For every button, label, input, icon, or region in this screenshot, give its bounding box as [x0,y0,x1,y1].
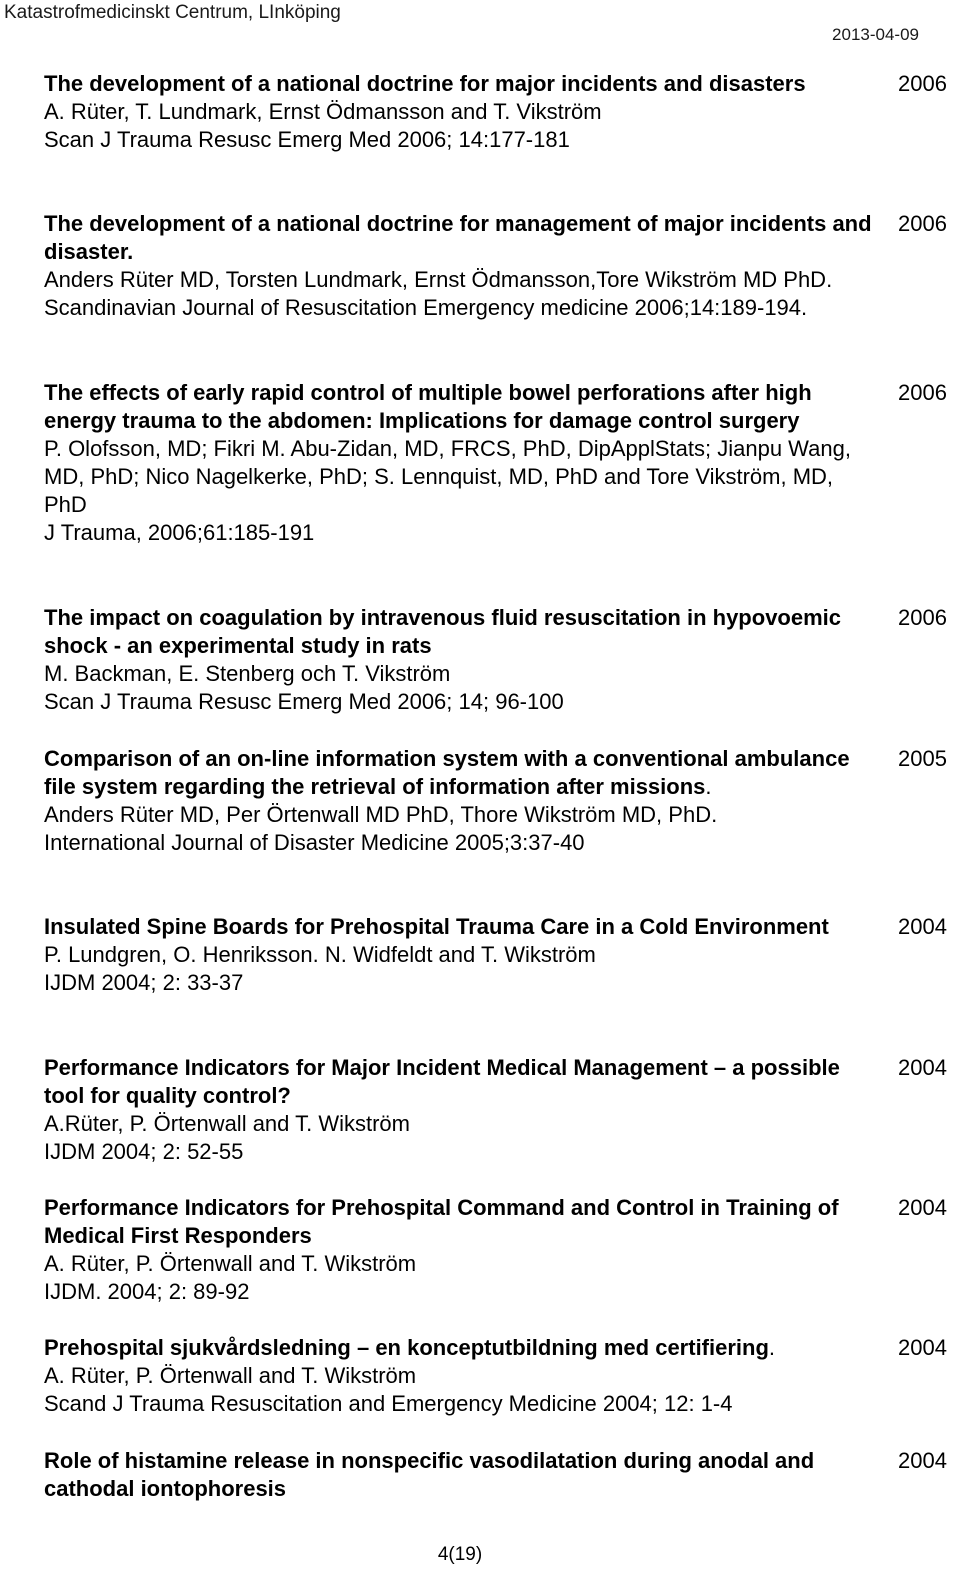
publication-year: 2004 [898,914,947,939]
publication-title: The impact on coagulation by intravenous fluid resuscitation in hypovoemic shock - an experimental study in rats [44,605,842,658]
publication-source: International Journal of Disaster Medicine 2005;3:37-40 [44,830,585,855]
publication-authors: A. Rüter, T. Lundmark, Ernst Ödmansson and T. Vikström [44,99,602,124]
publication-title-line [44,1334,874,1362]
publication-source: Scan J Trauma Resusc Emerg Med 2006; 14; 96-100 [44,689,564,714]
publication-entry [44,379,874,547]
publication-source: IJDM. 2004; 2: 89-92 [44,1279,250,1304]
publication-source: IJDM 2004; 2: 52-55 [44,1139,244,1164]
publication-entry [44,745,874,857]
header-date: 2013-04-09 [832,25,919,44]
publication-year: 2004 [898,1195,947,1220]
publication-title: The effects of early rapid control of multiple bowel perforations after high energy trauma to the abdomen: Implications for damage control surgery [44,380,812,433]
publication-entry [44,70,874,154]
publication-title: Prehospital sjukvårdsledning – en konceptutbildning med certifiering [44,1335,769,1360]
publication-entry [44,1054,874,1166]
publication-authors: A.Rüter, P. Örtenwall and T. Wikström [44,1111,410,1136]
publication-title-suffix: . [705,774,712,799]
publication-title: Comparison of an on-line information system with a conventional ambulance file system regarding the retrieval of information after missions [44,746,850,799]
publication-year: 2006 [898,605,947,630]
publication-source: Scand J Trauma Resuscitation and Emergency Medicine 2004; 12: 1-4 [44,1391,733,1416]
publication-entry [44,210,874,322]
publication-title: Insulated Spine Boards for Prehospital Trauma Care in a Cold Environment [44,914,829,939]
publication-entry [44,604,874,716]
publication-title-line [44,745,874,801]
publication-year: 2004 [898,1335,947,1360]
publication-title: Performance Indicators for Prehospital Command and Control in Training of Medical First Responders [44,1195,839,1248]
publication-year: 2006 [898,211,947,236]
publication-title: The development of a national doctrine for major incidents and disasters [44,71,806,96]
page-number: 4(19) [437,1544,483,1565]
publication-title-suffix: . [768,1335,776,1360]
publication-year: 2004 [898,1055,947,1080]
publication-authors: Anders Rüter MD, Per Örtenwall MD PhD, Thore Wikström MD, PhD. [44,802,718,827]
publication-title: Performance Indicators for Major Incident Medical Management – a possible tool for quality control? [44,1055,840,1108]
publication-source: J Trauma, 2006;61:185-191 [44,520,315,545]
publication-title: Role of histamine release in nonspecific vasodilatation during anodal and cathodal iontophoresis [44,1448,815,1501]
publication-year: 2006 [898,380,947,405]
publication-entry [44,1334,874,1418]
publication-entry [44,1447,874,1503]
publication-source: Scandinavian Journal of Resuscitation Emergency medicine 2006;14:189-194. [44,295,808,320]
publication-authors: A. Rüter, P. Örtenwall and T. Wikström [44,1363,417,1388]
publication-authors: M. Backman, E. Stenberg och T. Vikström [44,661,451,686]
publication-title: The development of a national doctrine for management of major incidents and disaster. [44,211,872,264]
publication-source: Scan J Trauma Resusc Emerg Med 2006; 14:177-181 [44,127,570,152]
publication-authors: P. Olofsson, MD; Fikri M. Abu-Zidan, MD, FRCS, PhD, DipApplStats; Jianpu Wang, MD, PhD; Nico Nagelkerke, PhD; S. Lennquist, MD, PhD and Tore Vikström, MD, PhD [44,436,851,517]
publication-source: IJDM 2004; 2: 33-37 [44,970,244,995]
publication-authors: A. Rüter, P. Örtenwall and T. Wikström [44,1251,417,1276]
header-org: Katastrofmedicinskt Centrum, LInköping [4,2,341,23]
publication-year: 2005 [898,746,947,771]
publication-year: 2004 [898,1448,947,1473]
publication-year: 2006 [898,71,947,96]
publication-authors: Anders Rüter MD, Torsten Lundmark, Ernst Ödmansson,Tore Wikström MD PhD. [44,267,833,292]
publication-entry [44,1194,874,1306]
publication-authors: P. Lundgren, O. Henriksson. N. Widfeldt and T. Wikström [44,942,596,967]
publication-entry [44,913,874,997]
